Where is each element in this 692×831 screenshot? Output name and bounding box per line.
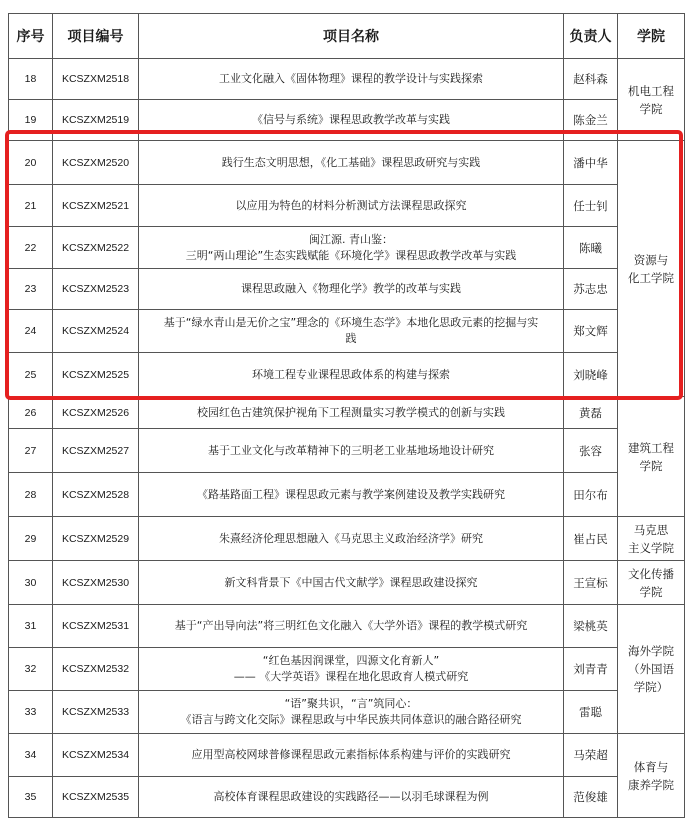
row-leader: 范俊雄: [564, 777, 618, 818]
college-cell: 文化传播 学院: [618, 561, 685, 605]
row-leader: 雷聪: [564, 691, 618, 734]
row-leader: 潘中华: [564, 141, 618, 185]
table-row: [9, 734, 685, 777]
row-num: 27: [9, 429, 53, 473]
college-cell: 资源与 化工学院: [618, 141, 685, 397]
row-leader: 任士钊: [564, 185, 618, 227]
row-name: 环境工程专业课程思政体系的构建与探索: [139, 353, 564, 397]
row-name: 应用型高校网球普修课程思政元素指标体系构建与评价的实践研究: [139, 734, 564, 777]
header-college: 学院: [618, 14, 685, 59]
row-num: 34: [9, 734, 53, 777]
row-leader: 苏志忠: [564, 269, 618, 310]
row-name: “红色基因润课堂，四源文化育新人” —— 《大学英语》课程在地化思政育人模式研究: [139, 648, 564, 691]
header-leader: 负责人: [564, 14, 618, 59]
row-leader: 赵科森: [564, 59, 618, 100]
row-leader: 刘晓峰: [564, 353, 618, 397]
row-num: 25: [9, 353, 53, 397]
row-leader: 郑文辉: [564, 310, 618, 353]
row-code: KCSZXM2524: [53, 310, 139, 353]
row-name: 以应用为特色的材料分析测试方法课程思政探究: [139, 185, 564, 227]
table-row: [9, 141, 685, 185]
row-code: KCSZXM2527: [53, 429, 139, 473]
header-num: 序号: [9, 14, 53, 59]
row-leader: 刘青青: [564, 648, 618, 691]
table-row: [9, 269, 685, 310]
table-header-row: [9, 14, 685, 59]
college-cell: 建筑工程 学院: [618, 397, 685, 517]
row-name: 新文科背景下《中国古代文献学》课程思政建设探究: [139, 561, 564, 605]
row-code: KCSZXM2522: [53, 227, 139, 269]
row-name: 《路基路面工程》课程思政元素与教学案例建设及教学实践研究: [139, 473, 564, 517]
row-leader: 陈曦: [564, 227, 618, 269]
row-num: 35: [9, 777, 53, 818]
row-code: KCSZXM2525: [53, 353, 139, 397]
row-name: 高校体育课程思政建设的实践路径——以羽毛球课程为例: [139, 777, 564, 818]
table-row: [9, 517, 685, 561]
row-num: 20: [9, 141, 53, 185]
row-code: KCSZXM2533: [53, 691, 139, 734]
row-num: 24: [9, 310, 53, 353]
row-name: 工业文化融入《固体物理》课程的教学设计与实践探索: [139, 59, 564, 100]
row-leader: 王宣标: [564, 561, 618, 605]
college-cell: 海外学院 （外国语 学院）: [618, 605, 685, 734]
table-row: [9, 353, 685, 397]
row-leader: 崔占民: [564, 517, 618, 561]
project-table: [8, 13, 685, 818]
row-name: 校园红色古建筑保护视角下工程测量实习教学模式的创新与实践: [139, 397, 564, 429]
row-num: 19: [9, 100, 53, 141]
row-num: 21: [9, 185, 53, 227]
table-row: [9, 227, 685, 269]
row-leader: 梁桃英: [564, 605, 618, 648]
row-code: KCSZXM2523: [53, 269, 139, 310]
row-name: 基于“绿水青山是无价之宝”理念的《环境生态学》本地化思政元素的挖掘与实 践: [139, 310, 564, 353]
row-leader: 田尔布: [564, 473, 618, 517]
row-name: 课程思政融入《物理化学》教学的改革与实践: [139, 269, 564, 310]
college-cell: 机电工程 学院: [618, 59, 685, 141]
row-num: 30: [9, 561, 53, 605]
table-row: [9, 777, 685, 818]
row-num: 26: [9, 397, 53, 429]
row-code: KCSZXM2518: [53, 59, 139, 100]
row-code: KCSZXM2520: [53, 141, 139, 185]
row-code: KCSZXM2531: [53, 605, 139, 648]
header-code: 项目编号: [53, 14, 139, 59]
row-code: KCSZXM2519: [53, 100, 139, 141]
row-num: 28: [9, 473, 53, 517]
table-row: [9, 100, 685, 141]
row-leader: 陈金兰: [564, 100, 618, 141]
row-num: 32: [9, 648, 53, 691]
row-num: 33: [9, 691, 53, 734]
row-leader: 马荣超: [564, 734, 618, 777]
college-cell: 体育与 康养学院: [618, 734, 685, 818]
row-num: 22: [9, 227, 53, 269]
table-row: [9, 648, 685, 691]
table-row: [9, 429, 685, 473]
row-code: KCSZXM2528: [53, 473, 139, 517]
row-name: “语”聚共识，“言”筑同心： 《语言与跨文化交际》课程思政与中华民族共同体意识的融合路径研究: [139, 691, 564, 734]
table-row: [9, 310, 685, 353]
row-code: KCSZXM2529: [53, 517, 139, 561]
row-num: 29: [9, 517, 53, 561]
table-row: [9, 59, 685, 100]
row-name: 朱熹经济伦理思想融入《马克思主义政治经济学》研究: [139, 517, 564, 561]
table-row: [9, 397, 685, 429]
row-name: 基于工业文化与改革精神下的三明老工业基地场地设计研究: [139, 429, 564, 473]
header-name: 项目名称: [139, 14, 564, 59]
row-code: KCSZXM2526: [53, 397, 139, 429]
row-code: KCSZXM2535: [53, 777, 139, 818]
table-row: [9, 473, 685, 517]
table-row: [9, 561, 685, 605]
row-name: 践行生态文明思想，《化工基础》课程思政研究与实践: [139, 141, 564, 185]
row-name: 《信号与系统》课程思政教学改革与实践: [139, 100, 564, 141]
row-code: KCSZXM2521: [53, 185, 139, 227]
table-row: [9, 185, 685, 227]
table-row: [9, 691, 685, 734]
row-name: 闽江源. 青山鉴： 三明“两山理论”生态实践赋能《环境化学》课程思政教学改革与实践: [139, 227, 564, 269]
row-num: 31: [9, 605, 53, 648]
row-code: KCSZXM2532: [53, 648, 139, 691]
row-num: 18: [9, 59, 53, 100]
row-code: KCSZXM2530: [53, 561, 139, 605]
table-row: [9, 605, 685, 648]
row-name: 基于“产出导向法”将三明红色文化融入《大学外语》课程的教学模式研究: [139, 605, 564, 648]
row-leader: 张容: [564, 429, 618, 473]
row-num: 23: [9, 269, 53, 310]
row-code: KCSZXM2534: [53, 734, 139, 777]
college-cell: 马克思 主义学院: [618, 517, 685, 561]
row-leader: 黄磊: [564, 397, 618, 429]
